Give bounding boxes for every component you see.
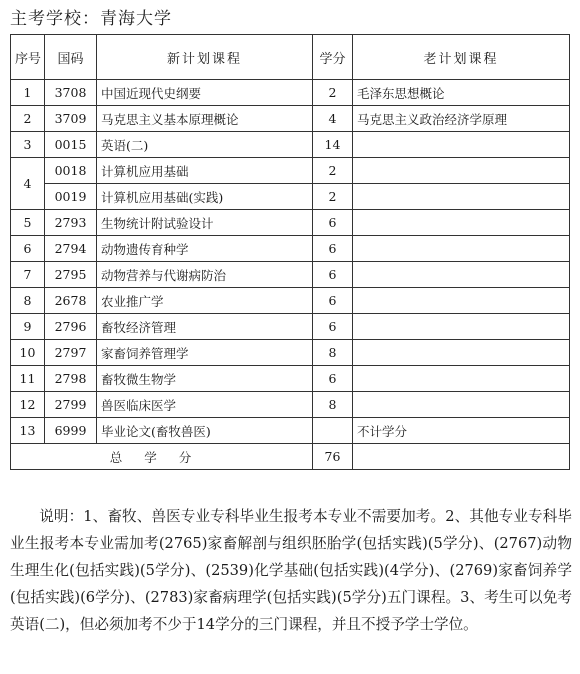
credits-cell: 14	[313, 132, 353, 158]
credits-cell: 8	[313, 392, 353, 418]
course-name-cell: 家畜饲养管理学	[97, 340, 313, 366]
seq-cell: 4	[11, 158, 45, 210]
seq-cell: 8	[11, 288, 45, 314]
seq-cell: 10	[11, 340, 45, 366]
table-row	[11, 184, 570, 210]
header-seq: 序号	[11, 35, 45, 80]
old-course-cell	[353, 158, 570, 184]
old-course-cell	[353, 262, 570, 288]
table-row	[11, 236, 570, 262]
code-cell: 2799	[45, 392, 97, 418]
table-header-row	[11, 35, 570, 80]
course-name-cell: 计算机应用基础(实践)	[97, 184, 313, 210]
course-name-cell: 英语(二)	[97, 132, 313, 158]
table-row	[11, 340, 570, 366]
table-row	[11, 262, 570, 288]
seq-cell: 3	[11, 132, 45, 158]
credits-cell	[313, 418, 353, 444]
old-course-cell: 不计学分	[353, 418, 570, 444]
code-cell: 3708	[45, 80, 97, 106]
credits-cell: 6	[313, 262, 353, 288]
credits-cell: 2	[313, 158, 353, 184]
course-name-cell: 畜牧微生物学	[97, 366, 313, 392]
seq-cell: 9	[11, 314, 45, 340]
header-new-course: 新计划课程	[97, 35, 313, 80]
old-course-cell	[353, 340, 570, 366]
code-cell: 2793	[45, 210, 97, 236]
course-name-cell: 毕业论文(畜牧兽医)	[97, 418, 313, 444]
credits-cell: 2	[313, 184, 353, 210]
course-name-cell: 生物统计附试验设计	[97, 210, 313, 236]
old-course-cell: 毛泽东思想概论	[353, 80, 570, 106]
credits-cell: 6	[313, 236, 353, 262]
code-cell: 2678	[45, 288, 97, 314]
table-row	[11, 418, 570, 444]
course-name-cell: 中国近现代史纲要	[97, 80, 313, 106]
credits-cell: 2	[313, 80, 353, 106]
credits-cell: 6	[313, 314, 353, 340]
table-row	[11, 158, 570, 184]
course-name-cell: 农业推广学	[97, 288, 313, 314]
old-course-cell	[353, 184, 570, 210]
total-old-course-cell	[353, 444, 570, 470]
table-row	[11, 132, 570, 158]
old-course-cell: 马克思主义政治经济学原理	[353, 106, 570, 132]
credits-cell: 6	[313, 210, 353, 236]
table-row	[11, 392, 570, 418]
total-row	[11, 444, 570, 470]
code-cell: 2798	[45, 366, 97, 392]
curriculum-table	[10, 34, 570, 470]
old-course-cell	[353, 288, 570, 314]
table-row	[11, 314, 570, 340]
old-course-cell	[353, 366, 570, 392]
seq-cell: 1	[11, 80, 45, 106]
old-course-cell	[353, 210, 570, 236]
seq-cell: 11	[11, 366, 45, 392]
course-name-cell: 动物遗传育种学	[97, 236, 313, 262]
credits-cell: 8	[313, 340, 353, 366]
code-cell: 2796	[45, 314, 97, 340]
total-label: 总学分	[11, 444, 313, 470]
course-name-cell: 畜牧经济管理	[97, 314, 313, 340]
code-cell: 2795	[45, 262, 97, 288]
course-name-cell: 计算机应用基础	[97, 158, 313, 184]
credits-cell: 6	[313, 366, 353, 392]
header-credits: 学分	[313, 35, 353, 80]
code-cell: 2794	[45, 236, 97, 262]
total-credits: 76	[313, 444, 353, 470]
seq-cell: 6	[11, 236, 45, 262]
code-cell: 0015	[45, 132, 97, 158]
course-name-cell: 马克思主义基本原理概论	[97, 106, 313, 132]
code-cell: 3709	[45, 106, 97, 132]
credits-cell: 4	[313, 106, 353, 132]
seq-cell: 5	[11, 210, 45, 236]
old-course-cell	[353, 132, 570, 158]
course-name-cell: 动物营养与代谢病防治	[97, 262, 313, 288]
code-cell: 0018	[45, 158, 97, 184]
old-course-cell	[353, 236, 570, 262]
table-row	[11, 366, 570, 392]
seq-cell: 2	[11, 106, 45, 132]
old-course-cell	[353, 392, 570, 418]
table-row	[11, 80, 570, 106]
old-course-cell	[353, 314, 570, 340]
table-row	[11, 288, 570, 314]
code-cell: 6999	[45, 418, 97, 444]
seq-cell: 7	[11, 262, 45, 288]
notes-paragraph: 说明：1、畜牧、兽医专业专科毕业生报考本专业不需要加考。2、其他专业专科毕业生报考本专业需加考(2765)家畜解剖与组织胚胎学(包括实践)(5学分)、(2767)动物生理生化(包括实践)(5学分)、(2539)化学基础(包括实践)(4学分)、(2769)家畜饲养学(包括实践)(6学分)、(2783)家畜病理学(包括实践)(5学分)五门课程。3、考生可以免考英语(二)，但必须加考不少于14学分的三门课程，并且不授予学士学位。	[10, 507, 572, 633]
school-line: 主考学校：青海大学	[10, 9, 172, 29]
table-row	[11, 106, 570, 132]
seq-cell: 13	[11, 418, 45, 444]
table-row	[11, 210, 570, 236]
credits-cell: 6	[313, 288, 353, 314]
header-code: 国码	[45, 35, 97, 80]
seq-cell: 12	[11, 392, 45, 418]
code-cell: 0019	[45, 184, 97, 210]
course-name-cell: 兽医临床医学	[97, 392, 313, 418]
code-cell: 2797	[45, 340, 97, 366]
header-old-course: 老计划课程	[353, 35, 570, 80]
